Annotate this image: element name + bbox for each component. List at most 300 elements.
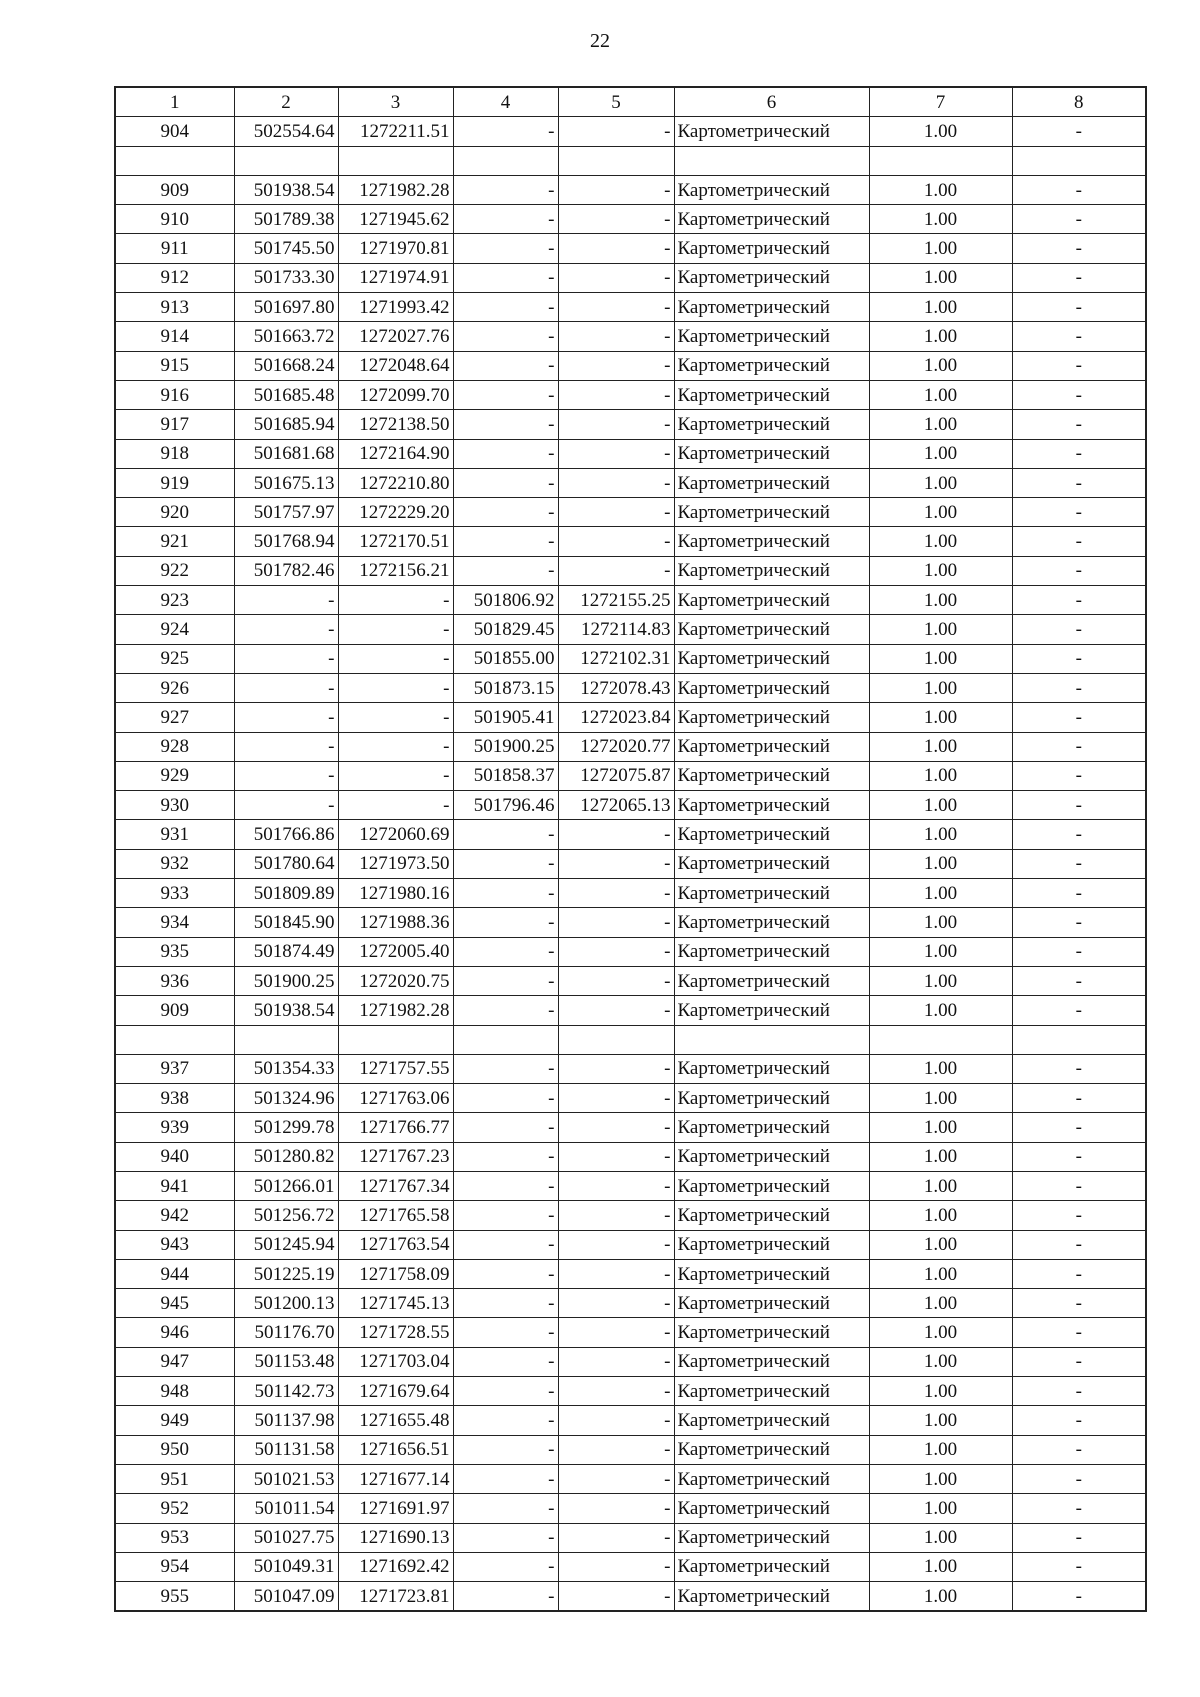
table-cell-col-8: - <box>1012 1259 1146 1288</box>
table-row <box>115 879 1146 908</box>
table-cell-col-3: 1272005.40 <box>338 937 453 966</box>
table-row <box>115 966 1146 995</box>
table-cell-col-5: - <box>558 1582 674 1612</box>
table-cell-col-8: - <box>1012 820 1146 849</box>
table-cell-col-3: 1271974.91 <box>338 263 453 292</box>
table-cell-col-7: 1.00 <box>869 380 1012 409</box>
table-cell-col-8: - <box>1012 439 1146 468</box>
table-row <box>115 234 1146 263</box>
table-cell-col-6: Картометрический <box>674 439 869 468</box>
table-cell-col-4: - <box>453 380 558 409</box>
table-cell-col-3: 1271690.13 <box>338 1523 453 1552</box>
table-cell-col-5: 1272023.84 <box>558 703 674 732</box>
table-cell-col-6: Картометрический <box>674 1230 869 1259</box>
table-cell-col-6: Картометрический <box>674 1582 869 1612</box>
table-cell-col-6: Картометрический <box>674 1142 869 1171</box>
table-cell-col-3: 1271692.42 <box>338 1552 453 1581</box>
table-cell-col-7: 1.00 <box>869 703 1012 732</box>
table-cell-col-8: - <box>1012 586 1146 615</box>
table-cell-col-3: 1271767.34 <box>338 1171 453 1200</box>
table-cell-col-6: Картометрический <box>674 1523 869 1552</box>
table-cell-col-8: - <box>1012 1054 1146 1083</box>
table-cell-col-2: - <box>234 673 338 702</box>
table-cell-col-4: - <box>453 1054 558 1083</box>
table-cell-col-3: 1271745.13 <box>338 1289 453 1318</box>
table-cell-col-1: 945 <box>115 1289 234 1318</box>
table-cell-col-4: - <box>453 1142 558 1171</box>
table-cell-col-5: - <box>558 1435 674 1464</box>
table-cell-col-5: - <box>558 908 674 937</box>
table-cell-col-2: 501153.48 <box>234 1347 338 1376</box>
table-cell-col-5: - <box>558 1318 674 1347</box>
table-cell-col-7: 1.00 <box>869 117 1012 146</box>
table-cell-col-8: - <box>1012 732 1146 761</box>
table-row <box>115 1171 1146 1200</box>
table-cell-col-6: Картометрический <box>674 117 869 146</box>
table-cell-col-7: 1.00 <box>869 996 1012 1025</box>
table-row <box>115 439 1146 468</box>
table-cell-col-6: Картометрический <box>674 644 869 673</box>
table-cell-col-5: - <box>558 175 674 204</box>
table-cell-col-5: - <box>558 996 674 1025</box>
table-cell-col-3 <box>338 146 453 175</box>
table-cell-col-6: Картометрический <box>674 1289 869 1318</box>
table-cell-col-7: 1.00 <box>869 1406 1012 1435</box>
table-cell-col-6: Картометрический <box>674 937 869 966</box>
table-cell-col-6: Картометрический <box>674 380 869 409</box>
table-cell-col-7: 1.00 <box>869 1318 1012 1347</box>
column-header-4: 4 <box>453 87 558 117</box>
table-cell-col-1: 930 <box>115 791 234 820</box>
table-cell-col-7: 1.00 <box>869 1582 1012 1612</box>
table-cell-col-5: - <box>558 1523 674 1552</box>
table-cell-col-6: Картометрический <box>674 293 869 322</box>
table-cell-col-5: - <box>558 293 674 322</box>
table-cell-col-6: Картометрический <box>674 586 869 615</box>
table-cell-col-8: - <box>1012 498 1146 527</box>
table-cell-col-1: 920 <box>115 498 234 527</box>
table-cell-col-1: 917 <box>115 410 234 439</box>
table-cell-col-7: 1.00 <box>869 586 1012 615</box>
table-cell-col-6: Картометрический <box>674 263 869 292</box>
table-cell-col-1 <box>115 1025 234 1054</box>
table-cell-col-6: Картометрический <box>674 205 869 234</box>
table-row <box>115 996 1146 1025</box>
table-cell-col-3: 1271677.14 <box>338 1464 453 1493</box>
table-cell-col-6: Картометрический <box>674 1171 869 1200</box>
table-cell-col-5: - <box>558 498 674 527</box>
table-cell-col-2: 501697.80 <box>234 293 338 322</box>
table-cell-col-4: - <box>453 879 558 908</box>
table-row <box>115 468 1146 497</box>
table-cell-col-6: Картометрический <box>674 468 869 497</box>
table-cell-col-5: - <box>558 1142 674 1171</box>
table-cell-col-8: - <box>1012 644 1146 673</box>
table-cell-col-8: - <box>1012 1464 1146 1493</box>
table-cell-col-2 <box>234 1025 338 1054</box>
table-cell-col-7: 1.00 <box>869 1142 1012 1171</box>
table-cell-col-1: 924 <box>115 615 234 644</box>
table-cell-col-2: 501256.72 <box>234 1201 338 1230</box>
table-cell-col-2: 501200.13 <box>234 1289 338 1318</box>
table-cell-col-2: - <box>234 586 338 615</box>
table-row <box>115 849 1146 878</box>
table-cell-col-7: 1.00 <box>869 908 1012 937</box>
table-cell-col-6: Картометрический <box>674 498 869 527</box>
table-cell-col-3: 1271982.28 <box>338 996 453 1025</box>
table-cell-col-1: 946 <box>115 1318 234 1347</box>
table-cell-col-7: 1.00 <box>869 791 1012 820</box>
table-cell-col-1: 937 <box>115 1054 234 1083</box>
table-row <box>115 1435 1146 1464</box>
table-row <box>115 1494 1146 1523</box>
table-cell-col-2: 501142.73 <box>234 1377 338 1406</box>
table-cell-col-6: Картометрический <box>674 1201 869 1230</box>
table-cell-col-7: 1.00 <box>869 234 1012 263</box>
table-cell-col-1: 933 <box>115 879 234 908</box>
table-cell-col-1: 927 <box>115 703 234 732</box>
table-cell-col-5: - <box>558 439 674 468</box>
table-cell-col-1: 944 <box>115 1259 234 1288</box>
table-cell-col-5: - <box>558 1084 674 1113</box>
table-cell-col-8: - <box>1012 468 1146 497</box>
table-cell-col-5: - <box>558 879 674 908</box>
table-cell-col-6: Картометрический <box>674 1435 869 1464</box>
table-row <box>115 1025 1146 1054</box>
column-header-2: 2 <box>234 87 338 117</box>
table-cell-col-1: 919 <box>115 468 234 497</box>
table-cell-col-1: 955 <box>115 1582 234 1612</box>
table-cell-col-7: 1.00 <box>869 966 1012 995</box>
table-row <box>115 351 1146 380</box>
table-cell-col-3: 1272060.69 <box>338 820 453 849</box>
table-cell-col-3: 1272027.76 <box>338 322 453 351</box>
table-cell-col-5: 1272020.77 <box>558 732 674 761</box>
table-cell-col-4: - <box>453 234 558 263</box>
table-cell-col-6: Картометрический <box>674 703 869 732</box>
table-cell-col-1: 954 <box>115 1552 234 1581</box>
table-row <box>115 1230 1146 1259</box>
table-cell-col-7: 1.00 <box>869 1377 1012 1406</box>
table-cell-col-2: 501324.96 <box>234 1084 338 1113</box>
table-row <box>115 1113 1146 1142</box>
table-cell-col-1: 910 <box>115 205 234 234</box>
table-cell-col-5: - <box>558 1552 674 1581</box>
table-cell-col-7: 1.00 <box>869 175 1012 204</box>
table-cell-col-8: - <box>1012 234 1146 263</box>
table-cell-col-6: Картометрический <box>674 908 869 937</box>
table-cell-col-4: - <box>453 468 558 497</box>
table-row <box>115 1259 1146 1288</box>
table-cell-col-4: 501829.45 <box>453 615 558 644</box>
table-cell-col-4: - <box>453 527 558 556</box>
table-row <box>115 1289 1146 1318</box>
table-cell-col-7: 1.00 <box>869 439 1012 468</box>
table-row <box>115 673 1146 702</box>
table-row <box>115 761 1146 790</box>
table-row <box>115 556 1146 585</box>
table-cell-col-5: - <box>558 1494 674 1523</box>
table-cell-col-7: 1.00 <box>869 1230 1012 1259</box>
table-cell-col-5: - <box>558 322 674 351</box>
table-cell-col-1: 953 <box>115 1523 234 1552</box>
table-cell-col-8: - <box>1012 1523 1146 1552</box>
table-cell-col-5: - <box>558 1377 674 1406</box>
column-header-7: 7 <box>869 87 1012 117</box>
table-cell-col-7: 1.00 <box>869 205 1012 234</box>
table-cell-col-7: 1.00 <box>869 849 1012 878</box>
table-cell-col-1: 916 <box>115 380 234 409</box>
table-cell-col-3: 1271993.42 <box>338 293 453 322</box>
table-cell-col-2 <box>234 146 338 175</box>
table-cell-col-8: - <box>1012 703 1146 732</box>
table-cell-col-5 <box>558 146 674 175</box>
table-cell-col-4: - <box>453 351 558 380</box>
table-cell-col-7: 1.00 <box>869 732 1012 761</box>
table-cell-col-6: Картометрический <box>674 761 869 790</box>
table-cell-col-8: - <box>1012 1201 1146 1230</box>
table-cell-col-4: - <box>453 1318 558 1347</box>
table-cell-col-8: - <box>1012 351 1146 380</box>
table-row <box>115 703 1146 732</box>
table-cell-col-8: - <box>1012 205 1146 234</box>
table-cell-col-5: 1272075.87 <box>558 761 674 790</box>
table-cell-col-3: - <box>338 615 453 644</box>
column-header-6: 6 <box>674 87 869 117</box>
table-cell-col-5: - <box>558 966 674 995</box>
table-cell-col-7: 1.00 <box>869 527 1012 556</box>
table-cell-col-3: 1272138.50 <box>338 410 453 439</box>
table-cell-col-3: 1271980.16 <box>338 879 453 908</box>
table-row <box>115 146 1146 175</box>
table-cell-col-5: 1272102.31 <box>558 644 674 673</box>
table-cell-col-4: - <box>453 1523 558 1552</box>
table-cell-col-3: 1271656.51 <box>338 1435 453 1464</box>
table-cell-col-2: 501681.68 <box>234 439 338 468</box>
table-cell-col-2: - <box>234 732 338 761</box>
table-cell-col-6: Картометрический <box>674 732 869 761</box>
table-cell-col-6: Картометрический <box>674 1318 869 1347</box>
column-header-8: 8 <box>1012 87 1146 117</box>
table-cell-col-7: 1.00 <box>869 1054 1012 1083</box>
table-cell-col-1: 947 <box>115 1347 234 1376</box>
table-cell-col-3: 1271691.97 <box>338 1494 453 1523</box>
table-cell-col-3: 1271765.58 <box>338 1201 453 1230</box>
table-cell-col-4: - <box>453 1494 558 1523</box>
table-cell-col-6: Картометрический <box>674 615 869 644</box>
table-cell-col-2: 501354.33 <box>234 1054 338 1083</box>
table-row <box>115 1523 1146 1552</box>
table-cell-col-1: 948 <box>115 1377 234 1406</box>
table-cell-col-3: 1271973.50 <box>338 849 453 878</box>
table-cell-col-5: - <box>558 1406 674 1435</box>
table-cell-col-5: 1272155.25 <box>558 586 674 615</box>
table-cell-col-2: 501757.97 <box>234 498 338 527</box>
table-cell-col-3: - <box>338 673 453 702</box>
table-cell-col-8: - <box>1012 996 1146 1025</box>
table-cell-col-4: 501806.92 <box>453 586 558 615</box>
table-cell-col-4 <box>453 1025 558 1054</box>
table-cell-col-1: 951 <box>115 1464 234 1493</box>
table-cell-col-4: 501858.37 <box>453 761 558 790</box>
table-cell-col-8: - <box>1012 1230 1146 1259</box>
table-cell-col-7: 1.00 <box>869 644 1012 673</box>
column-header-1: 1 <box>115 87 234 117</box>
table-cell-col-4: 501855.00 <box>453 644 558 673</box>
table-row <box>115 1201 1146 1230</box>
table-cell-col-7: 1.00 <box>869 263 1012 292</box>
table-cell-col-7: 1.00 <box>869 322 1012 351</box>
table-cell-col-5: - <box>558 1230 674 1259</box>
table-cell-col-8 <box>1012 146 1146 175</box>
table-row <box>115 322 1146 351</box>
table-cell-col-2: 501766.86 <box>234 820 338 849</box>
table-cell-col-8: - <box>1012 615 1146 644</box>
table-cell-col-4: - <box>453 996 558 1025</box>
table-cell-col-2: 501685.48 <box>234 380 338 409</box>
table-cell-col-8: - <box>1012 293 1146 322</box>
table-cell-col-2: 501809.89 <box>234 879 338 908</box>
table-cell-col-2: 501900.25 <box>234 966 338 995</box>
table-cell-col-6: Картометрический <box>674 879 869 908</box>
table-cell-col-5: - <box>558 1201 674 1230</box>
table-cell-col-4: - <box>453 1582 558 1612</box>
table-cell-col-6 <box>674 146 869 175</box>
table-cell-col-2: 501137.98 <box>234 1406 338 1435</box>
table-cell-col-6: Картометрический <box>674 527 869 556</box>
table-row <box>115 1054 1146 1083</box>
table-cell-col-3: 1271758.09 <box>338 1259 453 1288</box>
table-cell-col-6: Картометрический <box>674 556 869 585</box>
table-cell-col-3: 1271988.36 <box>338 908 453 937</box>
table-cell-col-6: Картометрический <box>674 1113 869 1142</box>
table-cell-col-5: - <box>558 117 674 146</box>
table-cell-col-3: - <box>338 703 453 732</box>
table-cell-col-2: 501266.01 <box>234 1171 338 1200</box>
table-cell-col-2: 501049.31 <box>234 1552 338 1581</box>
table-cell-col-4: - <box>453 1377 558 1406</box>
table-cell-col-2: 502554.64 <box>234 117 338 146</box>
table-cell-col-6: Картометрический <box>674 1347 869 1376</box>
table-cell-col-6: Картометрический <box>674 234 869 263</box>
table-cell-col-6: Картометрический <box>674 966 869 995</box>
table-cell-col-1: 940 <box>115 1142 234 1171</box>
table-cell-col-5: - <box>558 556 674 585</box>
table-cell-col-4: - <box>453 937 558 966</box>
table-cell-col-3: - <box>338 732 453 761</box>
table-row <box>115 1142 1146 1171</box>
table-cell-col-4: - <box>453 1289 558 1318</box>
table-cell-col-6: Картометрический <box>674 791 869 820</box>
table-cell-col-4: - <box>453 1435 558 1464</box>
table-cell-col-4: - <box>453 1406 558 1435</box>
table-cell-col-8: - <box>1012 761 1146 790</box>
table-cell-col-3: 1271763.54 <box>338 1230 453 1259</box>
table-cell-col-1: 936 <box>115 966 234 995</box>
table-cell-col-8: - <box>1012 1171 1146 1200</box>
table-cell-col-6: Картометрический <box>674 410 869 439</box>
table-cell-col-7: 1.00 <box>869 761 1012 790</box>
table-header-row <box>115 87 1146 117</box>
table-cell-col-6: Картометрический <box>674 1464 869 1493</box>
table-cell-col-6: Картометрический <box>674 996 869 1025</box>
table-cell-col-7: 1.00 <box>869 1523 1012 1552</box>
table-cell-col-1: 929 <box>115 761 234 790</box>
table-cell-col-6: Картометрический <box>674 673 869 702</box>
table-cell-col-4: - <box>453 1464 558 1493</box>
table-cell-col-8: - <box>1012 1582 1146 1612</box>
table-cell-col-6: Картометрический <box>674 1054 869 1083</box>
column-header-5: 5 <box>558 87 674 117</box>
table-cell-col-3: 1271655.48 <box>338 1406 453 1435</box>
table-cell-col-5: - <box>558 410 674 439</box>
table-cell-col-8: - <box>1012 1142 1146 1171</box>
table-cell-col-7: 1.00 <box>869 1084 1012 1113</box>
table-cell-col-2: 501789.38 <box>234 205 338 234</box>
table-cell-col-1: 922 <box>115 556 234 585</box>
table-row <box>115 1084 1146 1113</box>
table-cell-col-4: - <box>453 293 558 322</box>
table-cell-col-7: 1.00 <box>869 615 1012 644</box>
table-cell-col-2: 501176.70 <box>234 1318 338 1347</box>
table-cell-col-2: 501874.49 <box>234 937 338 966</box>
table-cell-col-8: - <box>1012 1552 1146 1581</box>
table-cell-col-4: - <box>453 1259 558 1288</box>
table-cell-col-4: - <box>453 410 558 439</box>
table-cell-col-1: 923 <box>115 586 234 615</box>
table-cell-col-6: Картометрический <box>674 175 869 204</box>
table-cell-col-5: - <box>558 1347 674 1376</box>
table-cell-col-8: - <box>1012 791 1146 820</box>
table-cell-col-4: 501905.41 <box>453 703 558 732</box>
table-cell-col-4: - <box>453 1201 558 1230</box>
table-cell-col-2: - <box>234 644 338 673</box>
table-cell-col-4: 501900.25 <box>453 732 558 761</box>
table-cell-col-2: 501733.30 <box>234 263 338 292</box>
table-cell-col-2: 501668.24 <box>234 351 338 380</box>
table-cell-col-4: - <box>453 908 558 937</box>
table-row <box>115 615 1146 644</box>
table-row <box>115 1377 1146 1406</box>
table-cell-col-7 <box>869 146 1012 175</box>
table-row <box>115 293 1146 322</box>
table-cell-col-6 <box>674 1025 869 1054</box>
table-row <box>115 1347 1146 1376</box>
table-cell-col-8: - <box>1012 1347 1146 1376</box>
table-cell-col-2: - <box>234 615 338 644</box>
table-cell-col-3: 1271766.77 <box>338 1113 453 1142</box>
table-cell-col-3: 1272164.90 <box>338 439 453 468</box>
table-cell-col-4: - <box>453 820 558 849</box>
table-cell-col-8: - <box>1012 1113 1146 1142</box>
table-cell-col-2: 501027.75 <box>234 1523 338 1552</box>
table-cell-col-3: 1271679.64 <box>338 1377 453 1406</box>
table-body <box>115 117 1146 1612</box>
table-cell-col-7: 1.00 <box>869 673 1012 702</box>
table-cell-col-7: 1.00 <box>869 1494 1012 1523</box>
table-cell-col-1: 934 <box>115 908 234 937</box>
table-cell-col-3: 1271970.81 <box>338 234 453 263</box>
table-cell-col-2: 501245.94 <box>234 1230 338 1259</box>
table-cell-col-5: - <box>558 1171 674 1200</box>
table-cell-col-5: - <box>558 1259 674 1288</box>
table-cell-col-1: 928 <box>115 732 234 761</box>
table-cell-col-4: - <box>453 1230 558 1259</box>
table-cell-col-8: - <box>1012 966 1146 995</box>
table-cell-col-1: 915 <box>115 351 234 380</box>
table-row <box>115 644 1146 673</box>
table-cell-col-2: 501782.46 <box>234 556 338 585</box>
